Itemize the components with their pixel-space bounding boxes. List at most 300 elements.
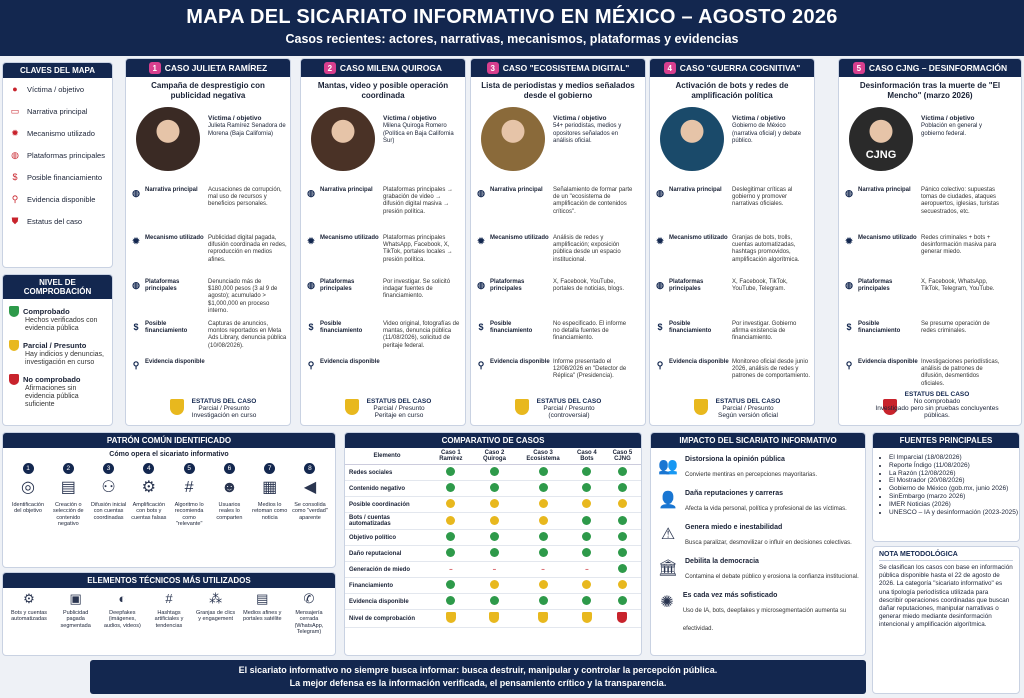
status-label: ESTATUS DEL CASO	[536, 398, 602, 405]
case-status	[839, 391, 1005, 419]
pattern-step	[130, 463, 168, 527]
row-value: Acusaciones de corrupción, mal uso de recursos y beneficios personales.	[208, 187, 282, 208]
impact-item	[651, 520, 865, 554]
row-value: Plataformas principales → grabación de video → difusión digital masiva → presión política.	[383, 187, 454, 215]
case-status	[126, 398, 291, 419]
comparison-cell	[516, 578, 570, 594]
case-status	[471, 398, 637, 419]
case-number: 3	[487, 62, 499, 74]
row-label-text: Narrativa principal	[669, 187, 722, 193]
row-value: Investigaciones periodísticas, análisis de patrones de difusión, desmentidos oficiales.	[921, 359, 1000, 387]
case-victim	[732, 115, 812, 146]
row-label-text: Narrativa principal	[145, 187, 198, 193]
case-photo	[136, 107, 200, 171]
note-text: Se clasifican los casos con base en información pública disponible hasta el 22 de agosto de 2026. La categoría "sicariato informativo" es una tipología periodística utilizada para describir operaciones coordinadas que buscan dañar reputaciones, manipular narrativas o generar miedo mediante desinformación intencional y amplificación algorítmica.	[879, 564, 1013, 629]
step-number: 3	[103, 463, 114, 474]
status-value: Parcial / Presunto	[722, 405, 774, 412]
status-note: Investigado pero sin pruebas concluyentes públicas.	[875, 405, 999, 419]
tech-item	[196, 592, 236, 635]
row-label-text: Evidencia disponible	[320, 359, 380, 365]
hashtag-icon: #	[184, 479, 194, 496]
tech-item	[149, 592, 189, 635]
row-value: Capturas de anuncios, montos reportados en Meta Ads Library, denuncia pública (10/08/2026).	[208, 321, 287, 349]
row-label	[305, 187, 383, 216]
step-number: 1	[23, 463, 34, 474]
level-desc: Hechos verificados con evidencia pública	[25, 317, 98, 333]
person-icon: ●	[12, 84, 18, 94]
magnifier-icon: ⚲	[477, 359, 485, 370]
level-item	[3, 303, 112, 337]
key-label: Posible financiamiento	[27, 172, 103, 182]
row-value: X, Facebook, YouTube, portales de noticias, blogs.	[553, 279, 625, 293]
case-title	[301, 59, 465, 77]
impact-panel	[650, 432, 866, 656]
impact-title: Distorsiona la opinión pública	[685, 456, 785, 463]
case-row-mechanism	[305, 235, 463, 264]
gear-icon: ✹	[11, 127, 19, 138]
case-number: 2	[324, 62, 336, 74]
money-bag-icon: $	[478, 321, 484, 332]
case-subtitle: Lista de periodistas y medios señalados desde el gobierno	[481, 81, 635, 100]
status-note: Peritaje en curso	[374, 412, 424, 419]
row-label	[475, 187, 553, 216]
row-label	[305, 321, 383, 350]
row-value: Señalamiento de formar parte de un "ecosistema de amplificación de contenidos críticos".	[553, 187, 633, 215]
source-item: • IMER Noticias (2026)	[889, 501, 1019, 509]
row-label-text: Posible financiamiento	[320, 321, 363, 335]
key-item	[3, 188, 112, 210]
check-icon	[618, 564, 627, 573]
tech-label: Medios afines y portales satélite	[243, 610, 282, 623]
row-label	[654, 321, 732, 343]
comparison-row-label: Nivel de comprobación	[345, 610, 429, 628]
keys-panel	[2, 62, 113, 268]
status-label: ESTATUS DEL CASO	[904, 391, 970, 398]
row-value	[383, 359, 463, 371]
comparison-cell	[570, 530, 604, 546]
robot-icon: ⚙	[23, 591, 35, 606]
comparison-row-label: Daño reputacional	[345, 546, 429, 562]
photo-caption: CJNG	[865, 149, 897, 161]
pattern-step	[291, 463, 329, 527]
people-icon: 👥	[658, 458, 678, 475]
row-label-text: Evidencia disponible	[490, 359, 550, 365]
comparison-cell	[604, 610, 641, 628]
comparison-cell	[473, 562, 516, 578]
row-value: Denunciado más de $180,000 pesos (3 al 9 de agosto); acumulado > $1,000,000 en proceso interno.	[208, 279, 278, 314]
tech-item	[9, 592, 49, 635]
step-label: Usuarios reales lo comparten	[216, 502, 243, 521]
comparison-cell	[473, 610, 516, 628]
check-icon	[490, 532, 499, 541]
row-label-text: Posible financiamiento	[490, 321, 533, 335]
tech-item	[102, 592, 142, 635]
impact-title: Debilita la democracia	[685, 558, 759, 565]
comparison-cell	[516, 497, 570, 513]
row-label	[305, 359, 383, 371]
key-label: Víctima / objetivo	[27, 84, 85, 94]
whatsapp-icon: ✆	[303, 591, 315, 606]
shield-icon	[538, 612, 548, 623]
shield-icon	[9, 306, 19, 317]
check-icon	[539, 532, 548, 541]
row-label	[130, 321, 208, 350]
warning-icon	[539, 499, 548, 508]
comparison-row	[345, 578, 641, 594]
comparison-cell	[429, 562, 473, 578]
dash-icon: –	[492, 566, 497, 573]
impact-desc: Contamina el debate público y erosiona la confianza institucional.	[685, 574, 859, 580]
impact-item	[651, 486, 865, 520]
comparison-cell	[473, 530, 516, 546]
comparison-header: Caso 1 Ramírez	[429, 448, 473, 465]
pattern-title: PATRÓN COMÚN IDENTIFICADO	[3, 433, 335, 448]
key-item	[3, 166, 112, 188]
case-subtitle: Desinformación tras la muerte de "El Mencho" (marzo 2026)	[859, 81, 1001, 100]
tech-label: Mensajería cerrada (WhatsApp, Telegram)	[294, 610, 324, 635]
comparison-header: Caso 2 Quiroga	[473, 448, 516, 465]
case-victim	[208, 115, 288, 138]
pattern-subtitle: Cómo opera el sicariato informativo	[109, 451, 229, 458]
comparison-row-label: Contenido negativo	[345, 481, 429, 497]
comparison-cell	[604, 546, 641, 562]
shield-icon	[9, 340, 19, 351]
footer-line-2: La mejor defensa es la información verificada, el pensamiento crítico y la transparencia.	[289, 677, 667, 688]
case-status	[650, 398, 815, 419]
case-row-funding	[305, 321, 463, 350]
chat-icon: ◍	[132, 187, 140, 198]
row-label-text: Mecanismo utilizado	[669, 235, 728, 241]
row-label	[843, 321, 921, 335]
tech-label: Deepfakes (imágenes, audios, videos)	[103, 610, 141, 629]
comparison-row-label: Financiamiento	[345, 578, 429, 594]
check-icon	[582, 548, 591, 557]
victim-label: Víctima / objetivo	[208, 115, 262, 122]
case-title	[650, 59, 814, 77]
tech-label: Granjas de clics y engagement	[196, 610, 236, 623]
comparison-cell	[516, 562, 570, 578]
pattern-step	[49, 463, 87, 527]
check-icon	[446, 596, 455, 605]
magnifier-icon: ⚲	[132, 359, 140, 370]
status-note: (controversial)	[548, 412, 590, 419]
shield-icon	[9, 374, 19, 385]
step-number: 6	[224, 463, 235, 474]
victim-label: Víctima / objetivo	[553, 115, 607, 122]
step-label: Difusión inicial con cuentas coordinadas	[90, 502, 127, 521]
tech-title: ELEMENTOS TÉCNICOS MÁS UTILIZADOS	[3, 573, 335, 588]
comparison-cell	[570, 594, 604, 610]
case-subtitle: Activación de bots y redes de amplificación política	[675, 81, 789, 100]
step-label: Identificación del objetivo	[11, 502, 45, 515]
victim-label: Víctima / objetivo	[921, 115, 975, 122]
comparison-cell	[516, 513, 570, 530]
case-row-platforms	[843, 279, 1001, 293]
case-row-mechanism	[843, 235, 1001, 257]
comparison-cell	[570, 546, 604, 562]
row-label-text: Mecanismo utilizado	[490, 235, 549, 241]
dash-icon: –	[541, 566, 545, 573]
check-icon	[582, 516, 591, 525]
case-row-funding	[654, 321, 812, 343]
comparison-cell	[429, 594, 473, 610]
step-label: Se consolida como "verdad" aparente	[292, 502, 328, 521]
chat-icon: ◍	[307, 187, 315, 198]
case-row-evidence	[130, 359, 288, 371]
row-label	[654, 279, 732, 293]
comparison-cell	[516, 530, 570, 546]
case-title-text: CASO JULIETA RAMÍREZ	[164, 63, 268, 73]
status-label: ESTATUS DEL CASO	[715, 398, 781, 405]
key-label: Evidencia disponible	[27, 194, 96, 204]
row-label	[654, 187, 732, 209]
level-desc: Hay indicios y denuncias, investigación en curso	[25, 350, 104, 367]
case-row-evidence	[475, 359, 633, 381]
status-note: Según versión oficial	[718, 412, 778, 419]
hashtag-icon: #	[165, 591, 173, 606]
tech-item	[56, 592, 96, 635]
comparison-row-label: Generación de miedo	[345, 562, 429, 578]
case-row-narrative	[654, 187, 812, 209]
gear-icon: ✹	[477, 235, 485, 246]
shield-icon: ⛊	[11, 215, 19, 226]
warning-icon	[446, 499, 455, 508]
source-item: • El Mostrador (20/08/2026)	[889, 477, 1019, 485]
comparison-cell	[429, 497, 473, 513]
comparison-cell	[516, 481, 570, 497]
chat-icon: ◍	[656, 187, 664, 198]
row-label	[305, 279, 383, 301]
comparison-cell	[604, 594, 641, 610]
key-label: Plataformas principales	[27, 150, 105, 160]
key-item	[3, 78, 112, 100]
shield-icon	[617, 612, 627, 623]
case-row-evidence	[843, 359, 1001, 388]
comparison-header: Caso 5 CJNG	[604, 448, 641, 465]
row-label	[130, 187, 208, 209]
level-label: No comprobado	[23, 374, 81, 384]
row-label-text: Plataformas principales	[858, 279, 893, 293]
pattern-step	[210, 463, 248, 527]
row-label-text: Posible financiamiento	[145, 321, 188, 335]
case-card	[300, 58, 466, 426]
warning-icon	[618, 580, 627, 589]
row-label-text: Plataformas principales	[145, 279, 180, 293]
row-label-text: Mecanismo utilizado	[858, 235, 917, 241]
comparison-row	[345, 546, 641, 562]
row-label-text: Evidencia disponible	[669, 359, 729, 365]
case-row-platforms	[130, 279, 288, 315]
status-label: ESTATUS DEL CASO	[191, 398, 257, 405]
case-row-funding	[843, 321, 1001, 335]
check-icon	[446, 467, 455, 476]
case-status	[301, 398, 466, 419]
row-label	[843, 187, 921, 216]
comparison-cell	[516, 594, 570, 610]
status-note: Investigación en curso	[191, 412, 257, 419]
dash-icon: –	[585, 566, 589, 573]
source-item: • El Imparcial (18/08/2026)	[889, 454, 1019, 462]
source-item: • Reporte Índigo (11/08/2026)	[889, 462, 1019, 470]
impact-title: Genera miedo e inestabilidad	[685, 524, 783, 531]
case-row-mechanism	[130, 235, 288, 264]
row-value: Se presume operación de redes criminales.	[921, 321, 990, 335]
case-row-evidence	[654, 359, 812, 381]
impact-title: IMPACTO DEL SICARIATO INFORMATIVO	[651, 433, 865, 448]
comparison-cell	[570, 610, 604, 628]
case-number: 5	[853, 62, 865, 74]
comparison-panel	[344, 432, 642, 656]
row-label	[130, 279, 208, 315]
impact-item	[651, 588, 865, 632]
institution-icon: 🏛	[657, 560, 679, 577]
comparison-cell	[604, 578, 641, 594]
comparison-row-label: Objetivo político	[345, 530, 429, 546]
row-label-text: Plataformas principales	[490, 279, 525, 293]
comparison-cell	[570, 481, 604, 497]
row-label	[843, 279, 921, 293]
comparison-cell	[473, 578, 516, 594]
row-value: Monitoreo oficial desde junio 2026, análisis de redes y patrones de comportamiento.	[732, 359, 811, 380]
check-icon	[539, 467, 548, 476]
comparison-cell	[473, 594, 516, 610]
money-bag-icon: $	[12, 172, 18, 182]
level-label: Comprobado	[23, 307, 70, 316]
step-number: 5	[184, 463, 195, 474]
robot-icon: ⚙	[141, 479, 157, 496]
comparison-cell	[604, 562, 641, 578]
document-icon: ▤	[60, 479, 76, 496]
warning-icon: ⚠	[660, 526, 676, 543]
case-title	[839, 59, 1021, 77]
case-subtitle: Campaña de desprestigio con publicidad negativa	[151, 81, 265, 100]
comparison-row-label: Bots / cuentas automatizadas	[345, 513, 429, 530]
magnifier-icon: ⚲	[11, 193, 19, 204]
chat-icon: ◍	[477, 187, 485, 198]
key-item	[3, 100, 112, 122]
case-photo	[311, 107, 375, 171]
comparison-row-label: Posible coordinación	[345, 497, 429, 513]
case-row-narrative	[130, 187, 288, 209]
users-icon: ☻	[220, 479, 238, 496]
row-value: Por investigar. Se solicitó indagar fuentes de financiamiento.	[383, 279, 451, 300]
check-icon	[582, 532, 591, 541]
step-label: Algoritmo lo recomienda como "relevante"	[174, 502, 204, 527]
status-value: Parcial / Presunto	[373, 405, 425, 412]
shield-icon	[582, 612, 592, 623]
key-item	[3, 122, 112, 144]
status-value: No comprobado	[913, 398, 961, 405]
key-label: Narrativa principal	[27, 106, 88, 116]
sources-panel	[872, 432, 1020, 542]
row-label-text: Posible financiamiento	[669, 321, 712, 335]
tech-label: Publicidad pagada segmentada	[60, 610, 91, 629]
case-row-platforms	[654, 279, 812, 293]
megaphone-icon: ◀	[303, 479, 317, 496]
person-icon: 👤	[658, 492, 678, 509]
shield-icon	[489, 612, 499, 623]
farm-icon: ⁂	[209, 591, 223, 606]
check-icon	[539, 548, 548, 557]
case-number: 4	[664, 62, 676, 74]
step-number: 8	[304, 463, 315, 474]
row-label	[654, 235, 732, 264]
impact-desc: Uso de IA, bots, deepfakes y microsegmentación aumenta su efectividad.	[682, 608, 847, 632]
warning-icon	[490, 499, 499, 508]
tech-label: Hashtags artificiales y tendencias	[154, 610, 184, 629]
victim-value: Julieta Ramírez Senadora de Morena (Baja California)	[208, 123, 286, 137]
comparison-header: Elemento	[345, 448, 429, 465]
comparison-cell	[570, 513, 604, 530]
step-label: Medios lo retoman como noticia	[252, 502, 288, 521]
source-item: • UNESCO – IA y desinformación (2023-2025)	[889, 509, 1019, 517]
check-icon	[618, 596, 627, 605]
step-number: 4	[143, 463, 154, 474]
row-value: Análisis de redes y amplificación; exposición pública desde un espacio institucional.	[553, 235, 621, 263]
row-label-text: Evidencia disponible	[858, 359, 918, 365]
case-victim	[383, 115, 463, 146]
row-value: Deslegitimar críticas al gobierno y promover narrativas oficiales.	[732, 187, 793, 208]
case-photo	[849, 107, 913, 171]
check-icon	[446, 580, 455, 589]
comparison-title: COMPARATIVO DE CASOS	[345, 433, 641, 448]
case-title-text: CASO "GUERRA COGNITIVA"	[679, 63, 801, 73]
comparison-cell	[429, 610, 473, 628]
pattern-step	[90, 463, 128, 527]
case-row-evidence	[305, 359, 463, 371]
warning-icon	[490, 516, 499, 525]
impact-title: Daña reputaciones y carreras	[685, 490, 784, 497]
step-number: 7	[264, 463, 275, 474]
comparison-cell	[570, 465, 604, 481]
warning-icon	[582, 499, 591, 508]
case-row-narrative	[843, 187, 1001, 216]
step-label: Amplificación con bots y cuentas falsas	[131, 502, 167, 521]
row-label-text: Plataformas principales	[669, 279, 704, 293]
row-label-text: Narrativa principal	[858, 187, 911, 193]
comparison-cell	[570, 497, 604, 513]
check-icon	[490, 596, 499, 605]
case-photo	[660, 107, 724, 171]
check-icon	[490, 467, 499, 476]
case-row-mechanism	[654, 235, 812, 264]
comparison-cell	[604, 530, 641, 546]
comparison-cell	[604, 481, 641, 497]
row-value: Por investigar. Gobierno afirma existencia de financiamiento.	[732, 321, 797, 342]
row-value: X, Facebook, TikTok, YouTube, Telegram.	[732, 279, 788, 293]
case-row-funding	[130, 321, 288, 350]
row-value: Informe presentado el 12/08/2026 en "Detector de Réplica" (Presidencia).	[553, 359, 627, 380]
network-icon: ⚇	[101, 479, 116, 496]
comparison-row	[345, 481, 641, 497]
row-label	[475, 359, 553, 381]
step-number: 2	[63, 463, 74, 474]
warning-icon	[582, 580, 591, 589]
victim-label: Víctima / objetivo	[732, 115, 786, 122]
warning-icon	[446, 516, 455, 525]
comparison-row	[345, 497, 641, 513]
comparison-row	[345, 562, 641, 578]
levels-title: NIVEL DE COMPROBACIÓN	[3, 275, 112, 299]
comparison-row	[345, 610, 641, 628]
key-item	[3, 210, 112, 232]
note-title: NOTA METODOLÓGICA	[879, 551, 1013, 561]
ad-icon: ▣	[69, 591, 82, 606]
status-value: Parcial / Presunto	[198, 405, 250, 412]
comparison-cell	[429, 530, 473, 546]
comparison-row	[345, 513, 641, 530]
comparison-cell	[473, 465, 516, 481]
